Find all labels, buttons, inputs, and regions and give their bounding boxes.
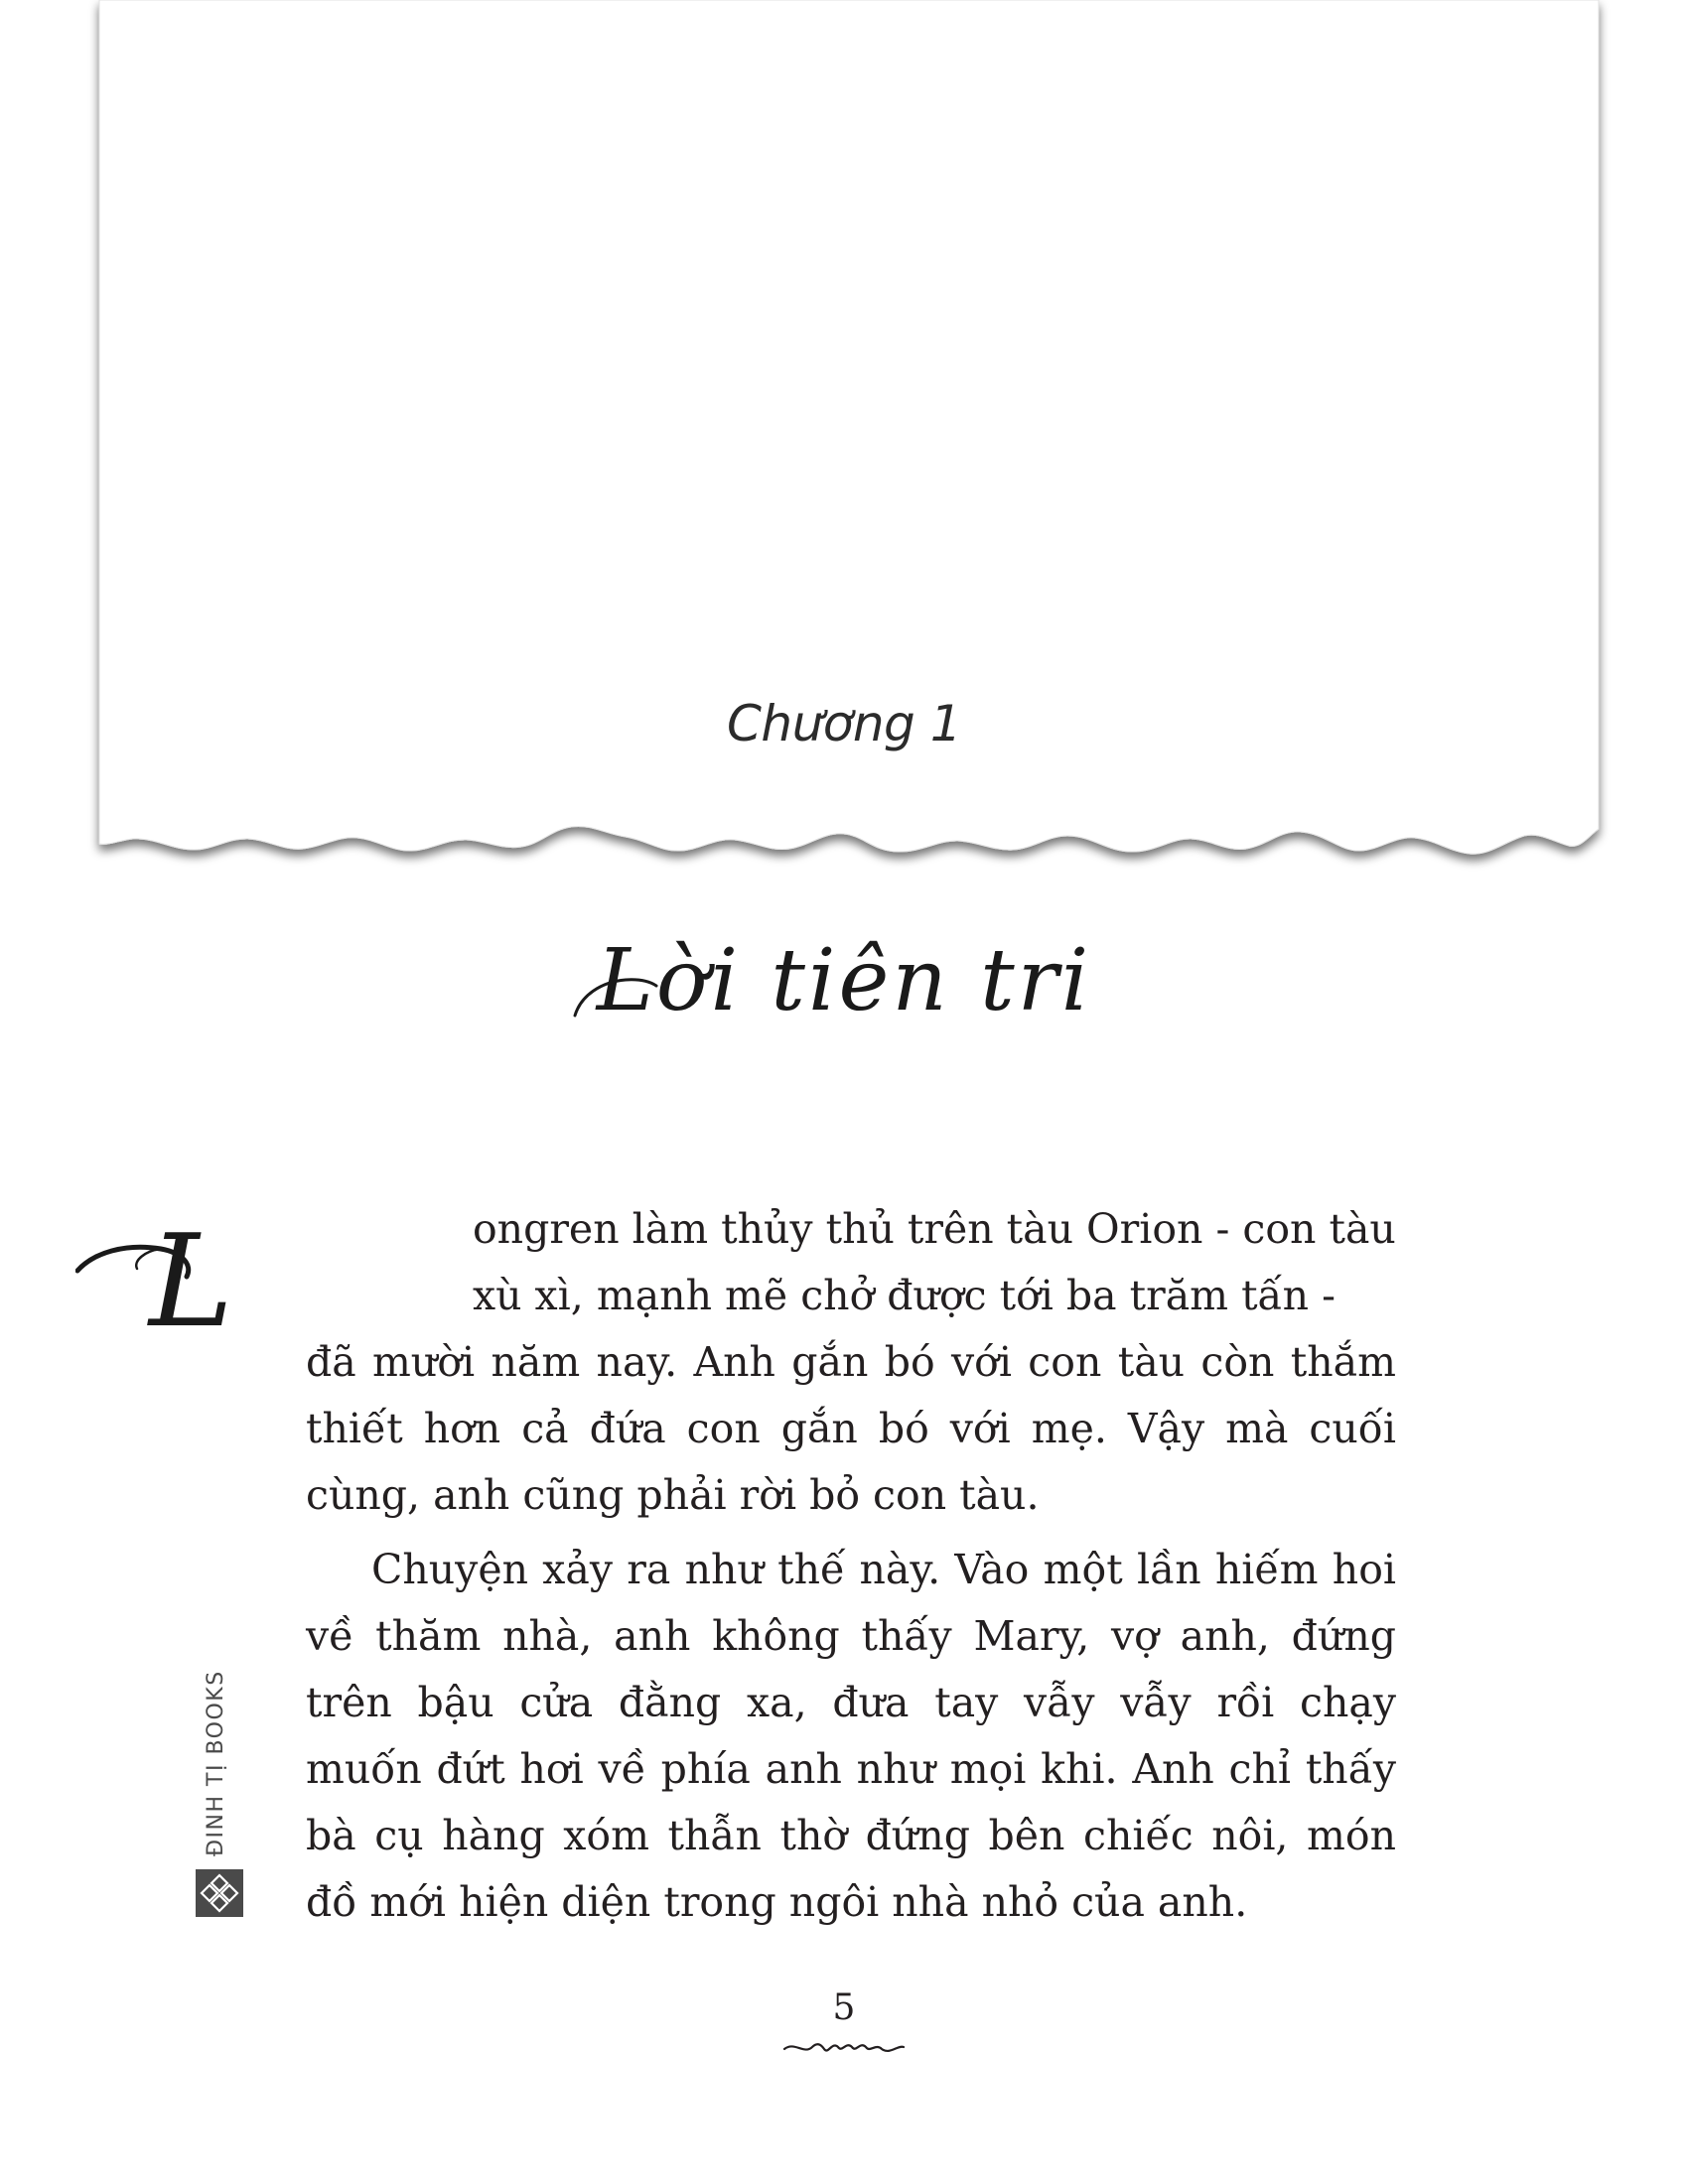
paragraph-1	[306, 1196, 1396, 1529]
torn-paper-header	[0, 0, 1688, 893]
flourish-ornament-icon	[782, 2037, 906, 2059]
chapter-title: Lời tiên tri	[596, 931, 1092, 1030]
page-number: 5	[832, 1987, 856, 2028]
publisher-name: ĐINH TỊ BOOKS	[204, 1670, 228, 1856]
paragraph-1-line-2: xù xì, mạnh mẽ chở được tới ba trăm tấn -	[473, 1272, 1336, 1319]
diamond-grid-logo-icon	[196, 1869, 243, 1917]
paragraph-1-rest: đã mười năm nay. Anh gắn bó với con tàu còn thắm thiết hơn cả đứa con gắn bó với mẹ. Vậy mà cuối cùng, anh cũng phải rời bỏ con tàu.	[306, 1338, 1396, 1519]
paragraph-2: Chuyện xảy ra như thế này. Vào một lần hiếm hoi về thăm nhà, anh không thấy Mary, vợ anh, đứng trên bậu cửa đằng xa, đưa tay vẫy vẫy rồi chạy muốn đứt hơi về phía anh như mọi khi. Anh chỉ thấy bà cụ hàng xóm thẫn thờ đứng bên chiếc nôi, món đồ mới hiện diện trong ngôi nhà nhỏ của anh.	[306, 1546, 1396, 1926]
body-text	[306, 1196, 1396, 1936]
chapter-label: Chương 1	[726, 695, 961, 752]
drop-cap: L	[149, 1208, 233, 1356]
paragraph-1-line-1: ongren làm thủy thủ trên tàu Orion - con tàu	[473, 1205, 1396, 1253]
